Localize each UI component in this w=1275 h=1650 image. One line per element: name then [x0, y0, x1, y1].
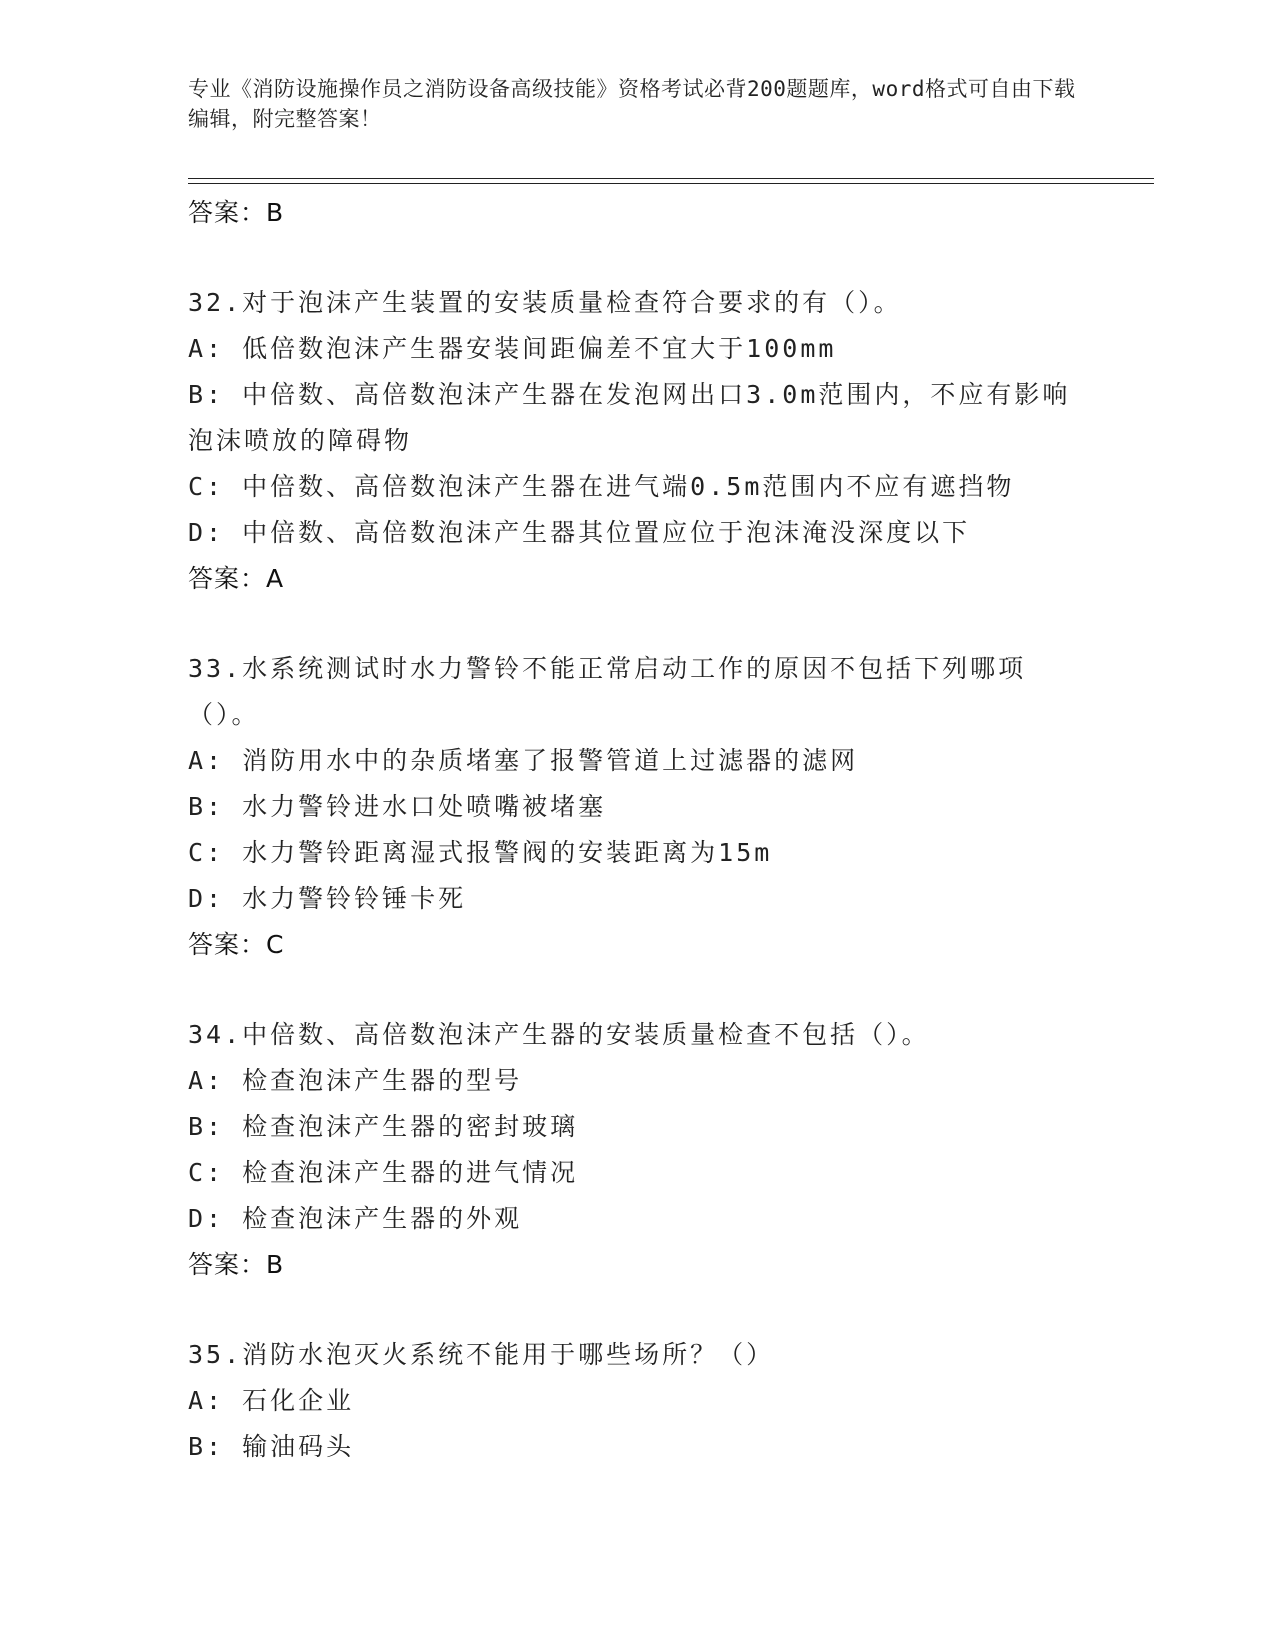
question-block: [188, 1012, 1088, 1288]
option-d: D: 中倍数、高倍数泡沫产生器其位置应位于泡沫淹没深度以下: [188, 518, 971, 547]
answer-label: 答案：A: [188, 564, 285, 593]
question-stem: 35.消防水泡灭火系统不能用于哪些场所？（）: [188, 1340, 775, 1369]
question-list: [188, 190, 1088, 1470]
option-a: A: 检查泡沫产生器的型号: [188, 1066, 523, 1095]
option-b: B: 中倍数、高倍数泡沫产生器在发泡网出口3.0m范围内，不应有影响泡沫喷放的障碍物: [188, 380, 1071, 455]
header-rule-top: [188, 178, 1154, 179]
option-c: C: 检查泡沫产生器的进气情况: [188, 1158, 579, 1187]
header-rule-bottom: [188, 183, 1154, 184]
option-d: D: 检查泡沫产生器的外观: [188, 1204, 523, 1233]
answer-label: 答案：B: [188, 1250, 285, 1279]
option-b: B: 检查泡沫产生器的密封玻璃: [188, 1112, 579, 1141]
question-block: [188, 1332, 1088, 1470]
answer-label: 答案：C: [188, 930, 285, 959]
question-stem: 32.对于泡沫产生装置的安装质量检查符合要求的有（）。: [188, 288, 902, 317]
option-b: B: 输油码头: [188, 1432, 355, 1461]
option-b: B: 水力警铃进水口处喷嘴被堵塞: [188, 792, 607, 821]
option-a: A: 低倍数泡沫产生器安装间距偏差不宜大于100mm: [188, 334, 837, 363]
option-d: D: 水力警铃铃锤卡死: [188, 884, 467, 913]
question-stem: 34.中倍数、高倍数泡沫产生器的安装质量检查不包括（）。: [188, 1020, 930, 1049]
question-stem: 33.水系统测试时水力警铃不能正常启动工作的原因不包括下列哪项（）。: [188, 654, 1027, 729]
option-c: C: 中倍数、高倍数泡沫产生器在进气端0.5m范围内不应有遮挡物: [188, 472, 1015, 501]
question-block: [188, 280, 1088, 602]
option-a: A: 石化企业: [188, 1386, 355, 1415]
option-a: A: 消防用水中的杂质堵塞了报警管道上过滤器的滤网: [188, 746, 859, 775]
answer-label: 答案：B: [188, 198, 285, 227]
document-header: 专业《消防设施操作员之消防设备高级技能》资格考试必背200题题库，word格式可自由下载编辑，附完整答案！: [188, 77, 1076, 131]
option-c: C: 水力警铃距离湿式报警阀的安装距离为15m: [188, 838, 773, 867]
question-block: [188, 646, 1088, 968]
